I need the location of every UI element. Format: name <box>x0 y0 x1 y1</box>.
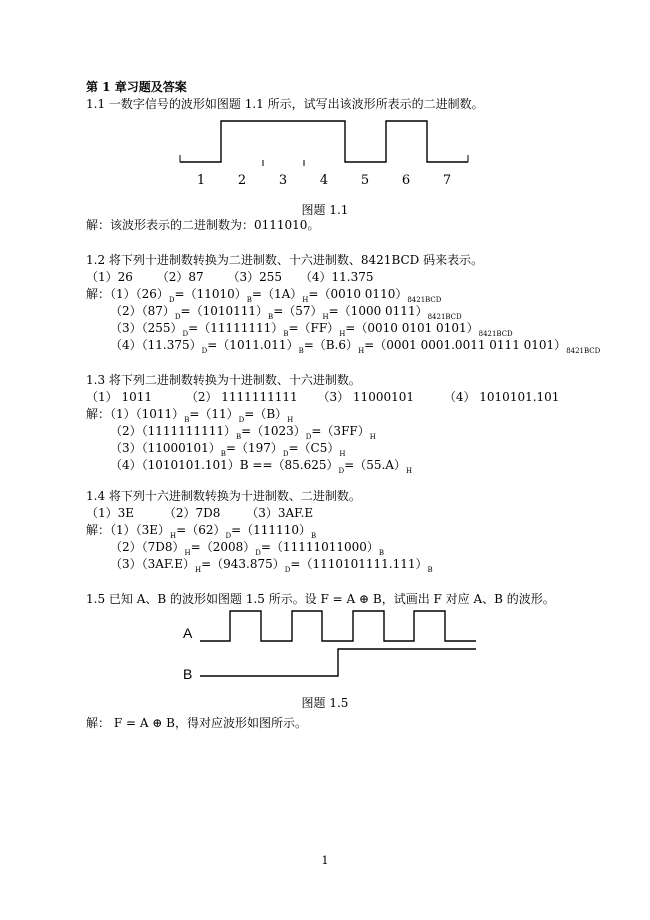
answer-1-4-3: $(3)(3AF.E)_H=(943.875)_D=(1110101111.111)_B$ <box>110 557 433 574</box>
answer-1-3-4: $(4)(1010101.101)B ==(85.625)_D=(55.A)_H$ <box>110 458 413 475</box>
answer-1-1: 解：该波形表示的二进制数为：0111010。 <box>86 218 320 232</box>
slot-label: 2 <box>237 173 247 188</box>
answer-1-2-4: $(4)(11.375)_D=(1011.011)_B=(B.6)_H=(0001$ 0001.0011 0111 $0101)_{8421BCD}$ <box>110 338 601 355</box>
option: （3）3AF.E <box>246 506 314 520</box>
option: （3）255 <box>227 270 283 284</box>
option: （1） 1011 <box>86 390 152 404</box>
answer-1-3-3: $(3)(11000101)_B=(197)_D=(C5)_H$ <box>110 441 346 458</box>
option: （4） 1010101.101 <box>443 390 560 404</box>
answer-1-3-2: $(2)(1111111111)_B=(1023)_D=(3FF)_H$ <box>110 424 376 441</box>
option: （4）11.375 <box>299 270 374 284</box>
answer-1-3-1: 解：$(1)(1011)_B=(11)_D=(B)_H$ <box>86 407 294 424</box>
answer-1-2-1: 解：$(1)(26)_D=(11010)_B=(1A)_H=(0010$ $0110)_{8421BCD}$ <box>86 287 442 304</box>
option: （2）87 <box>156 270 204 284</box>
options-1-2 <box>86 270 373 284</box>
option: （1）26 <box>86 270 133 284</box>
waveform-b <box>200 649 476 676</box>
caption-1-1: 图题 1.1 <box>301 203 349 217</box>
answer-1-4-2: $(2)(7D8)_H=(2008)_D=(11111011000)_B$ <box>110 540 385 557</box>
chapter-title: 第 1 章习题及答案 <box>86 80 187 94</box>
waveform-a <box>200 611 476 641</box>
option: （2）7D8 <box>163 506 221 520</box>
signal-b-label: B <box>183 666 193 682</box>
slot-label: 3 <box>278 173 288 188</box>
option: （3） 11000101 <box>317 390 414 404</box>
answer-1-4-1: 解：$(1)(3E)_H=(62)_D=(111110)_B$ <box>86 523 317 540</box>
question-1-4: 1.4 将下列十六进制数转换为十进制数、二进制数。 <box>86 489 361 503</box>
answer-1-5: 解： F = A ⊕ B，得对应波形如图所示。 <box>86 716 307 730</box>
slot-label: 5 <box>360 173 370 188</box>
slot-label: 4 <box>319 173 329 188</box>
waveform-1-1 <box>180 121 468 162</box>
question-1-2: 1.2 将下列十进制数转换为二进制数、十六进制数、8421BCD 码来表示。 <box>86 253 484 267</box>
question-1-1: 1.1 一数字信号的波形如图题 1.1 所示，试写出该波形所表示的二进制数。 <box>86 97 484 111</box>
slot-label: 1 <box>196 173 206 188</box>
options-1-3 <box>86 390 559 404</box>
signal-a-label: A <box>183 625 193 641</box>
options-1-4 <box>86 506 313 520</box>
answer-1-2-2: $(2)(87)_D=(1010111)_B=(57)_H=(1000$ $0111)_{8421BCD}$ <box>110 304 462 321</box>
caption-1-5: 图题 1.5 <box>301 696 349 710</box>
question-1-5: 1.5 已知 A、B 的波形如图题 1.5 所示。设 F = A ⊕ B，试画出 F 对应 A、B 的波形。 <box>86 592 555 606</box>
page-number: 1 <box>321 854 329 867</box>
question-1-3: 1.3 将下列二进制数转换为十进制数、十六进制数。 <box>86 373 361 387</box>
option: （1）3E <box>86 506 135 520</box>
option: （2） 1111111111 <box>185 390 298 404</box>
slot-label: 6 <box>401 173 411 188</box>
answer-1-2-3: $(3)(255)_D=(11111111)_B=(FF)_H=(0010$ 0101 $0101)_{8421BCD}$ <box>110 321 513 338</box>
slot-label: 7 <box>442 173 452 188</box>
